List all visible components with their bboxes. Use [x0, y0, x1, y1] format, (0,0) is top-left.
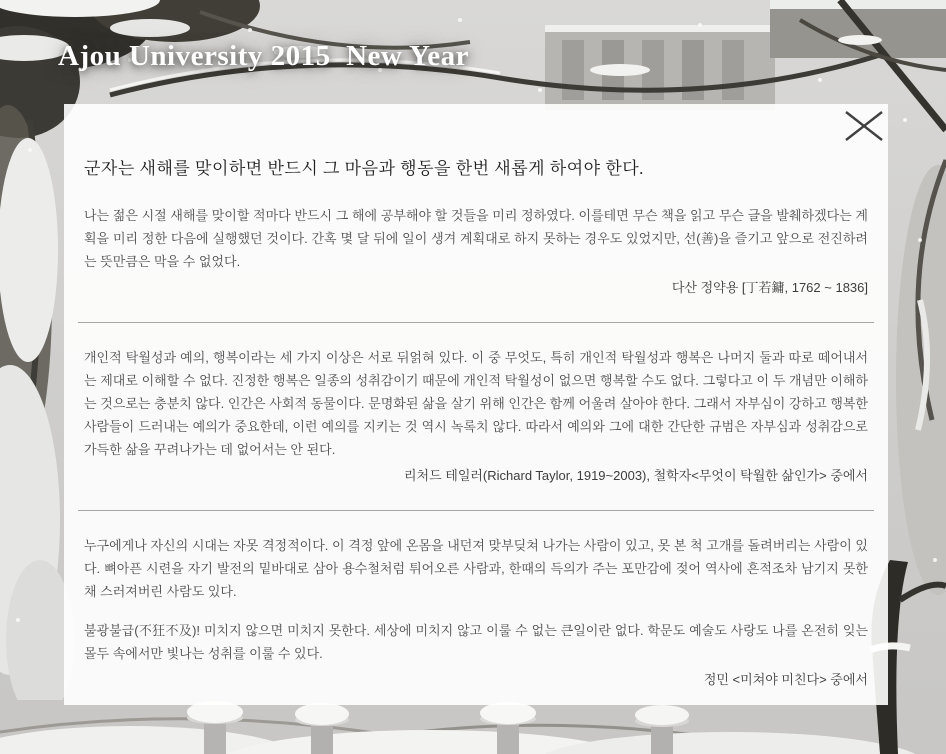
section-divider — [78, 322, 874, 323]
quote-paragraph: 개인적 탁월성과 예의, 행복이라는 세 가지 이상은 서로 뒤얽혀 있다. 이 중 무엇도, 특히 개인적 탁월성과 행복은 나머지 둘과 따로 떼어내서는 제대로 이해할 수 없다. 진정한 행복은 일종의 성취감이기 때문에 개인적 탁월성이 없으면 행복할 수도 없다. 그렇다고 이 두 개념만 이해하는 것으로는 충분치 않다. 인간은 사회적 동물이다. 문명화된 삶을 살기 위해 인간은 함께 어울려 살아야 한다. 그래서 자부심이 강하고 행복한 사람들이 드러내는 예의가 중요한데, 이런 예의를 지키는 것 역시 녹록치 않다. 따라서 예의와 그에 대한 간단한 규범은 자부심과 성취감으로 가득한 삶을 꾸려나가는 데 없어서는 안 된다. — [84, 350, 868, 457]
quote-panel — [64, 104, 888, 705]
quote-heading: 군자는 새해를 맞이하면 반드시 그 마음과 행동을 한번 새롭게 하여야 한다. — [84, 159, 644, 178]
quote-paragraph: 나는 젊은 시절 새해를 맞이할 적마다 반드시 그 해에 공부해야 할 것들을 미리 정하였다. 이를테면 무슨 책을 읽고 무슨 글을 발췌하겠다는 계획을 미리 정한 다음에 실행했던 것이다. 간혹 몇 달 뒤에 일이 생겨 계획대로 하지 못하는 경우도 있었지만, 선(善)을 즐기고 앞으로 전진하려는 뜻만큼은 막을 수 없었다. — [84, 208, 868, 269]
quote-section-1 — [64, 204, 888, 297]
quote-paragraph: 불광불급(不狂不及)! 미치지 않으면 미치지 못한다. 세상에 미치지 않고 이룰 수 없는 큰일이란 없다. 학문도 예술도 사랑도 나를 온전히 잊는 몰두 속에서만 빛나는 성취를 이룰 수 있다. — [84, 623, 868, 661]
quote-paragraph: 누구에게나 자신의 시대는 자못 격정적이다. 이 격정 앞에 온몸을 내던져 맞부딪쳐 나가는 사람이 있고, 못 본 척 고개를 돌려버리는 사람이 있다. 뼈아픈 시련을 자기 발전의 밑바대로 삼아 용수철처럼 튀어오른 사람과, 한때의 득의가 주는 포만감에 젖어 역사에 흔적조차 남기지 못한 채 스러져버린 사람도 있다. — [84, 538, 868, 599]
quote-attribution: 다산 정약용 [丁若鏞, 1762 ~ 1836] — [671, 280, 868, 295]
page-title: Ajou University 2015 New Year — [58, 40, 470, 72]
quote-attribution: 리처드 테일러(Richard Taylor, 1919~2003), 철학자<무엇이 탁월한 삶인가> 중에서 — [403, 468, 868, 483]
quote-section-3 — [64, 534, 888, 689]
section-divider — [78, 510, 874, 511]
quote-section-2 — [64, 346, 888, 485]
quote-attribution: 정민 <미쳐야 미친다> 중에서 — [703, 672, 868, 687]
close-button[interactable] — [842, 109, 886, 143]
close-icon — [842, 109, 886, 143]
